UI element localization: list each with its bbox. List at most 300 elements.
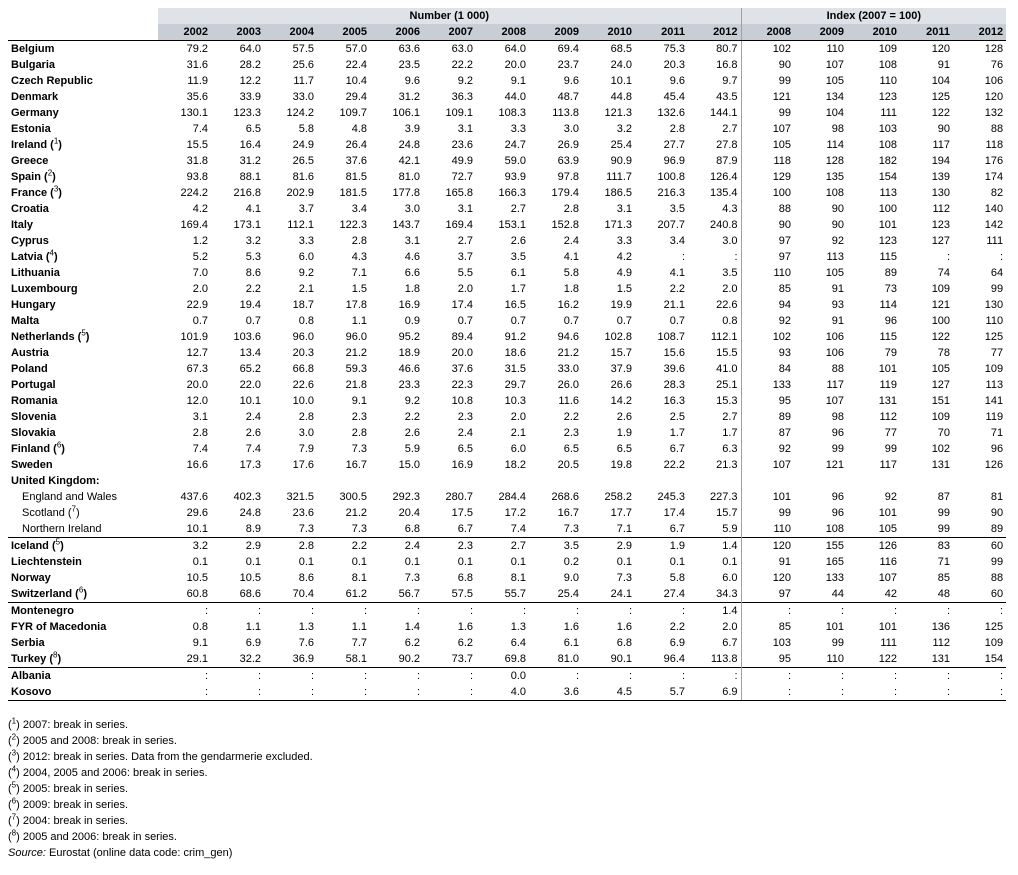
table-row — [8, 217, 1006, 233]
number-cell: 4.2 — [616, 251, 632, 263]
index-cell: 108 — [825, 187, 845, 199]
index-cell — [953, 473, 1006, 489]
number-cell: 4.3 — [722, 203, 738, 215]
table-row — [8, 505, 1006, 521]
footnote: ($^5$) 2005: break in series. — [8, 780, 129, 795]
number-cell: 3.7 — [457, 251, 473, 263]
number-cell: : — [423, 684, 476, 701]
footnote-text: 2005: break in series. — [22, 783, 129, 795]
country-name: Albania — [11, 670, 51, 682]
number-cell — [635, 473, 688, 489]
country-label — [8, 297, 158, 313]
index-cell: : — [794, 668, 847, 685]
index-cell: 111 — [986, 235, 1004, 247]
number-cell — [211, 473, 264, 489]
index-cell: 84 — [741, 361, 794, 377]
number-cell: 8.6 — [245, 267, 261, 279]
number-cell: 5.3 — [245, 251, 261, 263]
number-cell: 95.2 — [398, 331, 420, 343]
table-row — [8, 57, 1006, 73]
index-cell: 122 — [931, 107, 951, 119]
number-cell: 17.4 — [663, 507, 685, 519]
number-cell — [688, 473, 741, 489]
index-cell: 174 — [984, 171, 1004, 183]
number-cell: 0.7 — [669, 315, 685, 327]
index-cell: 73 — [884, 283, 898, 295]
number-cell: 2.7 — [457, 235, 473, 247]
index-cell: 106 — [984, 75, 1004, 87]
number-cell: 26.4 — [345, 139, 367, 151]
number-cell: 130.1 — [180, 107, 208, 119]
number-cell: 45.4 — [663, 91, 685, 103]
footnote-text: 2007: break in series. — [22, 719, 129, 731]
number-cell: 6.9 — [669, 637, 685, 649]
source-label: Source: — [8, 847, 46, 859]
index-cell: 135 — [825, 171, 845, 183]
index-cell: 98 — [831, 411, 845, 423]
index-cell: 118 — [741, 153, 794, 169]
number-cell: 1.6 — [616, 621, 632, 633]
index-cell: 104 — [931, 75, 951, 87]
number-cell: 10.5 — [239, 572, 261, 584]
number-cell: 5.8 — [669, 572, 685, 584]
number-cell: 3.0 — [404, 203, 420, 215]
corner-cell — [8, 8, 158, 24]
number-cell: 3.3 — [298, 235, 314, 247]
index-cell: 126 — [984, 459, 1004, 471]
number-cell: 3.1 — [192, 411, 208, 423]
index-cell: 101 — [878, 507, 898, 519]
footnote-marker: 3 — [53, 185, 59, 194]
number-cell: 5.9 — [404, 443, 420, 455]
year-header-number: 2009 — [529, 24, 582, 41]
index-cell: 114 — [879, 299, 898, 311]
number-cell: : — [264, 668, 317, 685]
index-cell: 78 — [937, 347, 951, 359]
index-cell: 100 — [878, 203, 898, 215]
index-cell: 105 — [878, 523, 898, 535]
number-cell: 22.6 — [716, 299, 738, 311]
number-cell: 75.3 — [663, 43, 685, 55]
index-cell: 99 — [741, 505, 794, 521]
number-cell: 16.7 — [557, 507, 579, 519]
index-cell: : — [847, 684, 900, 701]
index-cell: 121 — [931, 299, 951, 311]
number-cell: 6.7 — [669, 443, 685, 455]
number-cell: 108.7 — [657, 331, 685, 343]
number-cell: : — [158, 668, 211, 685]
year-header-number: 2007 — [423, 24, 476, 41]
index-cell: : — [953, 603, 1006, 620]
number-cell: 4.2 — [192, 203, 208, 215]
number-cell: 9.1 — [192, 637, 208, 649]
number-cell: 5.9 — [722, 523, 738, 535]
country-label — [8, 57, 158, 73]
number-cell: 58.1 — [345, 653, 367, 665]
country-name: France — [11, 187, 48, 199]
number-cell: 7.6 — [298, 637, 314, 649]
number-cell: 169.4 — [180, 219, 208, 231]
number-cell: 2.8 — [264, 538, 317, 555]
number-cell: 23.3 — [398, 379, 420, 391]
number-cell: 0.1 — [192, 556, 208, 568]
number-cell: 3.4 — [669, 235, 685, 247]
country-name: Germany — [11, 107, 59, 119]
number-cell: 169.4 — [445, 219, 473, 231]
index-cell: 48 — [937, 588, 951, 600]
number-cell: 10.3 — [504, 395, 526, 407]
number-cell: 4.5 — [582, 684, 635, 701]
country-label — [8, 425, 158, 441]
number-cell: 24.8 — [239, 507, 261, 519]
number-cell: 240.8 — [710, 219, 738, 231]
number-cell: 2.3 — [423, 538, 476, 555]
number-cell: 177.8 — [392, 187, 420, 199]
number-cell: 37.9 — [610, 363, 632, 375]
index-cell: 99 — [741, 73, 794, 89]
number-cell: 144.1 — [710, 107, 738, 119]
number-cell: : — [370, 684, 423, 701]
table-row — [8, 603, 1006, 620]
country-label — [8, 473, 158, 489]
country-label — [8, 409, 158, 425]
country-label: Scotland ($^7$) — [22, 505, 80, 519]
number-cell: 33.9 — [239, 91, 261, 103]
number-cell: 227.3 — [710, 491, 738, 503]
corner-cell — [8, 24, 158, 41]
number-cell: 10.5 — [186, 572, 208, 584]
number-cell: 6.5 — [563, 443, 579, 455]
number-cell: 81.5 — [345, 171, 367, 183]
country-name: Liechtenstein — [11, 556, 82, 568]
index-cell: 140 — [984, 203, 1004, 215]
country-name: Serbia — [11, 637, 45, 649]
number-cell: 3.5 — [510, 251, 526, 263]
number-cell: : — [264, 684, 317, 701]
number-cell: : — [158, 684, 211, 701]
number-cell: 6.0 — [722, 572, 738, 584]
number-cell: 109.1 — [445, 107, 473, 119]
index-cell: 44 — [831, 588, 845, 600]
country-name: Czech Republic — [11, 75, 93, 87]
number-cell: 24.0 — [610, 59, 632, 71]
number-cell: 1.8 — [404, 283, 420, 295]
number-cell: 113.8 — [552, 107, 579, 119]
number-cell: 2.7 — [476, 538, 529, 555]
number-cell: 6.3 — [722, 443, 738, 455]
number-cell: 25.6 — [292, 59, 314, 71]
index-cell: 130 — [931, 187, 951, 199]
table-row — [8, 554, 1006, 570]
index-cell: 107 — [741, 457, 794, 473]
footnote-text: 2005 and 2008: break in series. — [22, 735, 177, 747]
number-cell: 88.1 — [239, 171, 261, 183]
table-row — [8, 635, 1006, 651]
index-cell: 125 — [931, 91, 951, 103]
table-row — [8, 425, 1006, 441]
number-cell: 7.0 — [192, 267, 208, 279]
index-cell: 122 — [931, 331, 951, 343]
number-cell: 224.2 — [180, 187, 208, 199]
index-cell: 99 — [831, 443, 845, 455]
number-cell: 42.1 — [398, 155, 420, 167]
number-cell: 1.1 — [351, 315, 367, 327]
index-cell: 77 — [884, 427, 898, 439]
table-row — [8, 473, 1006, 489]
number-cell: 3.5 — [529, 538, 582, 555]
country-label — [8, 619, 158, 635]
index-cell: 119 — [985, 411, 1004, 423]
number-cell: 4.8 — [351, 123, 367, 135]
country-name: Italy — [11, 219, 34, 231]
year-header-number: 2002 — [158, 24, 211, 41]
number-cell: : — [734, 251, 738, 263]
number-cell: 69.4 — [557, 43, 579, 55]
table-row — [8, 137, 1006, 153]
number-cell: 4.9 — [616, 267, 632, 279]
number-cell: 179.4 — [551, 187, 579, 199]
number-cell — [158, 473, 211, 489]
table-row — [8, 265, 1006, 281]
footnote-text: 2012: break in series. Data from the gendarmerie excluded. — [22, 751, 313, 763]
number-cell: 1.9 — [635, 538, 688, 555]
number-cell: 20.0 — [451, 347, 473, 359]
table-row — [8, 489, 1006, 505]
index-cell: 110 — [826, 653, 845, 665]
index-cell: 131 — [878, 395, 898, 407]
country-label — [8, 457, 158, 473]
number-cell: 31.5 — [504, 363, 526, 375]
number-cell: 35.6 — [186, 91, 208, 103]
number-cell: 17.8 — [345, 299, 367, 311]
footnote: ($^1$) 2007: break in series. — [8, 716, 129, 731]
footnotes — [8, 717, 1006, 861]
number-cell: : — [529, 603, 582, 620]
number-cell: 17.3 — [239, 459, 261, 471]
number-cell: 10.0 — [292, 395, 314, 407]
number-cell: 87.9 — [716, 155, 738, 167]
index-cell: : — [847, 668, 900, 685]
number-cell: 90.2 — [398, 653, 420, 665]
footnote-mark: 3 — [11, 748, 17, 758]
number-cell: 4.1 — [669, 267, 685, 279]
country-label — [8, 361, 158, 377]
index-cell: 64 — [990, 267, 1004, 279]
number-cell: 0.2 — [563, 556, 579, 568]
country-label: Spain ($^2$) — [11, 169, 56, 183]
number-cell: 207.7 — [657, 219, 685, 231]
index-cell: 88 — [990, 572, 1004, 584]
number-cell: 22.6 — [292, 379, 314, 391]
index-cell: : — [946, 251, 951, 263]
number-cell: 108.3 — [498, 107, 526, 119]
index-cell: 120 — [931, 43, 951, 55]
number-cell: 6.7 — [722, 637, 738, 649]
number-cell: 186.5 — [604, 187, 632, 199]
data-table — [8, 8, 1006, 701]
number-cell: 70.4 — [292, 588, 314, 600]
index-cell: 60 — [953, 538, 1006, 555]
index-cell: 109 — [931, 283, 951, 295]
index-cell: 90 — [741, 217, 794, 233]
index-cell: 108 — [825, 523, 845, 535]
year-header-index: 2008 — [741, 24, 794, 41]
number-cell: 26.0 — [557, 379, 579, 391]
table-row — [8, 153, 1006, 169]
table-row — [8, 441, 1006, 457]
index-cell: : — [953, 668, 1006, 685]
index-cell: 70 — [937, 427, 951, 439]
number-cell: 7.1 — [616, 523, 632, 535]
number-cell: 29.4 — [345, 91, 367, 103]
country-name: Slovakia — [11, 427, 56, 439]
number-cell: 7.3 — [404, 572, 420, 584]
index-cell: : — [741, 684, 794, 701]
number-cell: 68.6 — [239, 588, 261, 600]
number-cell: 21.2 — [345, 507, 367, 519]
index-cell: 93 — [831, 299, 845, 311]
number-cell: 3.1 — [616, 203, 632, 215]
country-name: Portugal — [11, 379, 56, 391]
year-header-number: 2004 — [264, 24, 317, 41]
source-line — [8, 845, 1006, 861]
country-label — [8, 313, 158, 329]
number-cell: 6.5 — [457, 443, 473, 455]
index-cell: 100 — [741, 185, 794, 201]
number-group-header: Number (1 000) — [158, 8, 741, 24]
number-cell: 23.6 — [292, 507, 314, 519]
number-cell: 121.3 — [604, 107, 632, 119]
number-cell: 21.8 — [345, 379, 367, 391]
number-cell: 72.7 — [451, 171, 473, 183]
table-row — [8, 393, 1006, 409]
number-cell: 37.6 — [345, 155, 367, 167]
number-cell: 5.2 — [192, 251, 208, 263]
index-cell: 127 — [931, 235, 951, 247]
country-name: Northern Ireland — [22, 523, 102, 535]
country-name: Belgium — [11, 43, 55, 55]
number-cell: 1.6 — [457, 621, 473, 633]
index-cell: 121 — [741, 89, 794, 105]
number-cell: 21.2 — [345, 347, 367, 359]
number-cell: : — [264, 603, 317, 620]
country-label — [8, 570, 158, 586]
country-name: Denmark — [11, 91, 59, 103]
footnote-text: 2005 and 2006: break in series. — [22, 831, 177, 843]
footnote: ($^7$) 2004: break in series. — [8, 812, 129, 827]
number-cell: 6.9 — [245, 637, 261, 649]
year-header-number: 2008 — [476, 24, 529, 41]
country-label — [8, 489, 158, 505]
number-cell: 112.1 — [287, 219, 314, 231]
country-label — [8, 393, 158, 409]
number-cell: 132.6 — [657, 107, 685, 119]
number-cell: 0.1 — [404, 556, 420, 568]
number-cell: 17.2 — [504, 507, 526, 519]
country-label — [8, 345, 158, 361]
year-header-number: 2006 — [370, 24, 423, 41]
index-cell: 155 — [794, 538, 847, 555]
country-label: Finland ($^6$) — [11, 441, 65, 455]
number-cell: 2.9 — [211, 538, 264, 555]
number-cell: 11.6 — [558, 395, 579, 407]
index-cell: 91 — [831, 315, 845, 327]
country-name: Hungary — [11, 299, 56, 311]
number-cell: 96.9 — [663, 155, 685, 167]
number-cell: 22.2 — [451, 59, 473, 71]
number-cell: 2.0 — [722, 283, 738, 295]
number-cell: 2.6 — [616, 411, 632, 423]
number-cell: 111.7 — [606, 171, 632, 183]
number-cell: 2.3 — [351, 411, 367, 423]
number-cell: 216.8 — [233, 187, 261, 199]
table-row — [8, 249, 1006, 265]
number-cell: 3.0 — [563, 123, 579, 135]
country-name: Slovenia — [11, 411, 57, 423]
index-cell: 88 — [741, 201, 794, 217]
number-cell: 3.1 — [457, 203, 473, 215]
index-cell: 109 — [878, 43, 898, 55]
number-cell: 0.1 — [457, 556, 473, 568]
year-header-number: 2012 — [688, 24, 741, 41]
number-cell: 36.3 — [451, 91, 473, 103]
number-cell: 2.0 — [510, 411, 526, 423]
number-cell: 60.8 — [186, 588, 208, 600]
index-cell: 103 — [878, 123, 898, 135]
index-cell: 128 — [984, 43, 1004, 55]
number-cell: 8.9 — [245, 523, 261, 535]
number-cell: 10.4 — [345, 75, 367, 87]
number-cell: 16.8 — [716, 59, 738, 71]
number-cell: 2.4 — [563, 235, 579, 247]
number-cell: 0.0 — [476, 668, 529, 685]
year-header-row — [8, 24, 1006, 41]
index-cell: 142 — [984, 219, 1004, 231]
number-cell: 81.0 — [557, 653, 579, 665]
number-cell: 44.8 — [610, 91, 632, 103]
number-cell: 17.4 — [451, 299, 473, 311]
number-cell — [423, 473, 476, 489]
number-cell: 8.6 — [298, 572, 314, 584]
index-cell: 132 — [984, 107, 1004, 119]
index-cell: 165 — [825, 556, 845, 568]
index-cell: 194 — [931, 155, 951, 167]
table-row — [8, 169, 1006, 185]
number-cell: 37.6 — [451, 363, 473, 375]
year-header-number: 2003 — [211, 24, 264, 41]
number-cell: 16.3 — [663, 395, 685, 407]
number-cell: 17.6 — [292, 459, 314, 471]
number-cell: : — [211, 603, 264, 620]
index-cell: 123 — [931, 219, 951, 231]
number-cell: 7.1 — [351, 267, 367, 279]
number-cell: 165.8 — [445, 187, 473, 199]
number-cell: 22.4 — [345, 59, 367, 71]
number-cell: 46.6 — [398, 363, 420, 375]
country-label — [8, 153, 158, 169]
number-cell: 57.0 — [345, 43, 367, 55]
index-cell: 99 — [937, 507, 951, 519]
country-name: Malta — [11, 315, 40, 327]
number-cell: 101.9 — [180, 331, 208, 343]
year-header-index: 2011 — [900, 24, 953, 41]
number-cell: 15.5 — [716, 347, 738, 359]
table-row — [8, 73, 1006, 89]
index-cell: 60 — [990, 588, 1004, 600]
index-cell: 87 — [937, 491, 951, 503]
number-cell: 2.4 — [245, 411, 261, 423]
number-cell: 1.8 — [563, 283, 579, 295]
